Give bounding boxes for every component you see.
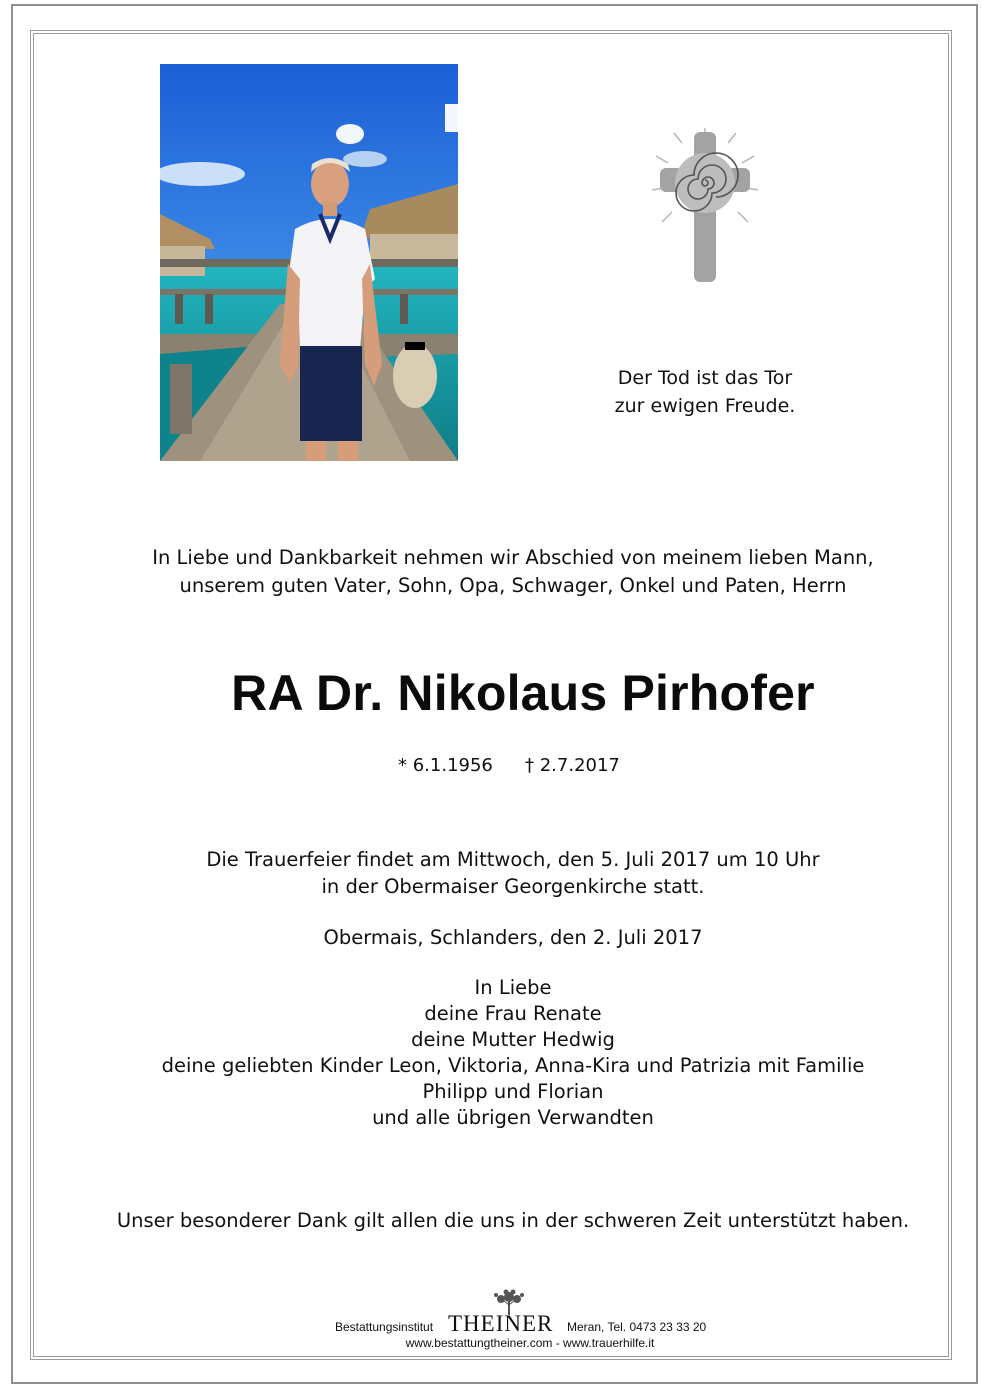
- portrait-photo: [160, 64, 458, 461]
- place-date: Obermais, Schlanders, den 2. Juli 2017: [323, 926, 703, 949]
- footer-brand: THEINER: [448, 1311, 554, 1336]
- footer-label: Bestattungsinstitut: [335, 1320, 434, 1334]
- footer-phone: Meran, Tel. 0473 23 33 20: [567, 1320, 707, 1334]
- family-line: In Liebe: [474, 976, 552, 999]
- family-line: deine Frau Renate: [424, 1002, 602, 1025]
- ceremony-line-2: in der Obermaiser Georgenkirche statt.: [321, 875, 705, 898]
- funeral-home-footer: [300, 1288, 760, 1358]
- thanks-note: Unser besonderer Dank gilt allen die uns in der schweren Zeit unterstützt haben.: [116, 1209, 910, 1232]
- life-dates: [380, 752, 660, 782]
- footer-websites[interactable]: www.bestattungtheiner.com - www.trauerhilfe.it: [405, 1336, 655, 1350]
- family-line: Philipp und Florian: [422, 1080, 604, 1103]
- family-list: [80, 975, 946, 1131]
- birth-date: * 6.1.1956: [398, 755, 493, 776]
- deceased-name: RA Dr. Nikolaus Pirhofer: [231, 665, 815, 721]
- motto: [560, 364, 850, 420]
- motto-line-2: zur ewigen Freude.: [614, 395, 796, 417]
- death-date: † 2.7.2017: [525, 755, 620, 776]
- motto-line-1: Der Tod ist das Tor: [617, 367, 793, 389]
- ceremony-info: [110, 846, 916, 900]
- intro-line-1: In Liebe und Dankbarkeit nehmen wir Abschied von meinem lieben Mann,: [152, 546, 874, 569]
- family-line: und alle übrigen Verwandten: [372, 1106, 654, 1129]
- family-line: deine geliebten Kinder Leon, Viktoria, Anna-Kira und Patrizia mit Familie: [161, 1054, 865, 1077]
- spiral-cross-icon: [650, 128, 760, 288]
- intro-line-2: unserem guten Vater, Sohn, Opa, Schwager, Onkel und Paten, Herrn: [179, 574, 847, 597]
- family-line: deine Mutter Hedwig: [411, 1028, 615, 1051]
- ceremony-line-1: Die Trauerfeier findet am Mittwoch, den 5. Juli 2017 um 10 Uhr: [206, 848, 820, 871]
- intro-text: [100, 544, 926, 600]
